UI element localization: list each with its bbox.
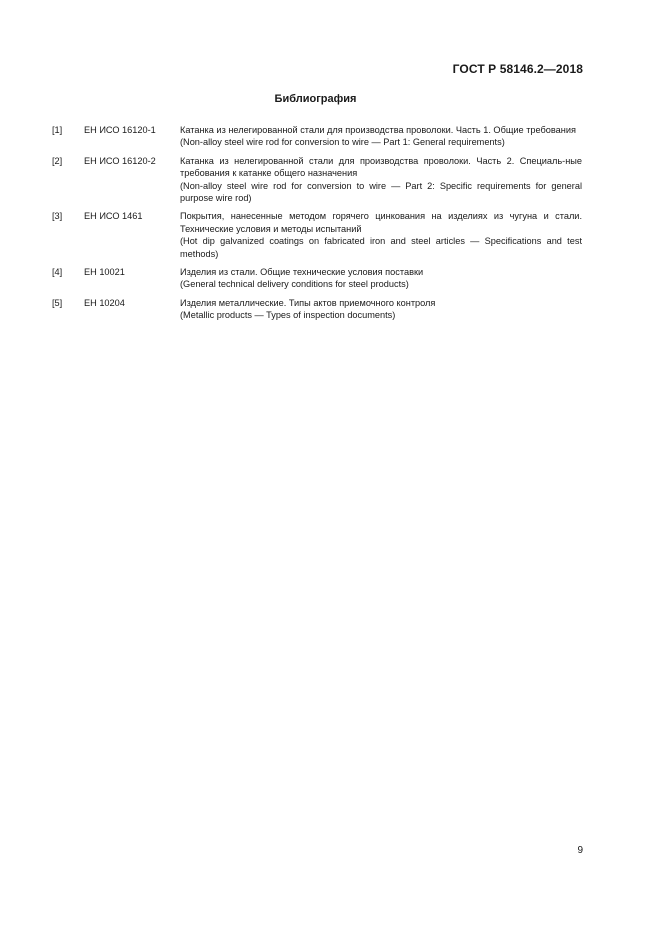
entry-number: [4]	[52, 267, 63, 278]
entry-title-en: (Metallic products — Types of inspection documents)	[180, 310, 396, 321]
entry-standard: ЕН 10204	[84, 297, 125, 308]
bibliography-entry	[52, 124, 582, 149]
entry-text	[180, 155, 582, 205]
entry-title-en: (Hot dip galvanized coatings on fabricated iron and steel articles — Specifications and test methods)	[180, 236, 582, 259]
entry-text	[180, 210, 582, 260]
document-code: ГОСТ Р 58146.2—2018	[452, 62, 583, 76]
entry-title-en: (General technical delivery conditions for steel products)	[180, 279, 409, 290]
entry-text	[180, 124, 582, 149]
entry-title-ru: Изделия металлические. Типы актов приемочного контроля	[180, 297, 436, 308]
bibliography-entry	[52, 210, 582, 260]
entry-text	[180, 297, 582, 322]
bibliography-entry	[52, 266, 582, 291]
entry-number: [5]	[52, 297, 63, 308]
entry-title-ru: Изделия из стали. Общие технические условия поставки	[180, 267, 424, 278]
entry-title-en: (Non-alloy steel wire rod for conversion to wire — Part 1: General requirements)	[180, 137, 505, 148]
entry-standard: ЕН ИСО 16120-1	[84, 125, 156, 135]
entry-title-ru: Катанка из нелегированной стали для производства проволоки. Часть 1. Общие требования	[180, 125, 576, 135]
entry-title-en: (Non-alloy steel wire rod for conversion to wire — Part 2: Specific requirements for general purpose wire rod)	[180, 180, 582, 204]
entry-text	[180, 266, 582, 291]
bibliography-entry	[52, 155, 582, 205]
entry-standard: ЕН 10021	[84, 267, 125, 278]
entry-standard: ЕН ИСО 1461	[84, 211, 143, 222]
entry-title-ru: Катанка из нелегированной стали для производства проволоки. Часть 2. Специаль-ные требования к катанке общего назначения	[180, 155, 582, 179]
entry-number: [3]	[52, 211, 63, 222]
entry-number: [2]	[52, 155, 63, 166]
page-number: 9	[577, 845, 583, 856]
bibliography-entry	[52, 297, 582, 322]
bibliography-list	[52, 124, 582, 328]
entry-standard: ЕН ИСО 16120-2	[84, 155, 156, 166]
entry-number: [1]	[52, 125, 63, 135]
bibliography-title: Библиография	[274, 93, 357, 105]
entry-title-ru: Покрытия, нанесенные методом горячего цинкования на изделиях из чугуна и стали. Технические условия и методы испытаний	[180, 211, 582, 234]
